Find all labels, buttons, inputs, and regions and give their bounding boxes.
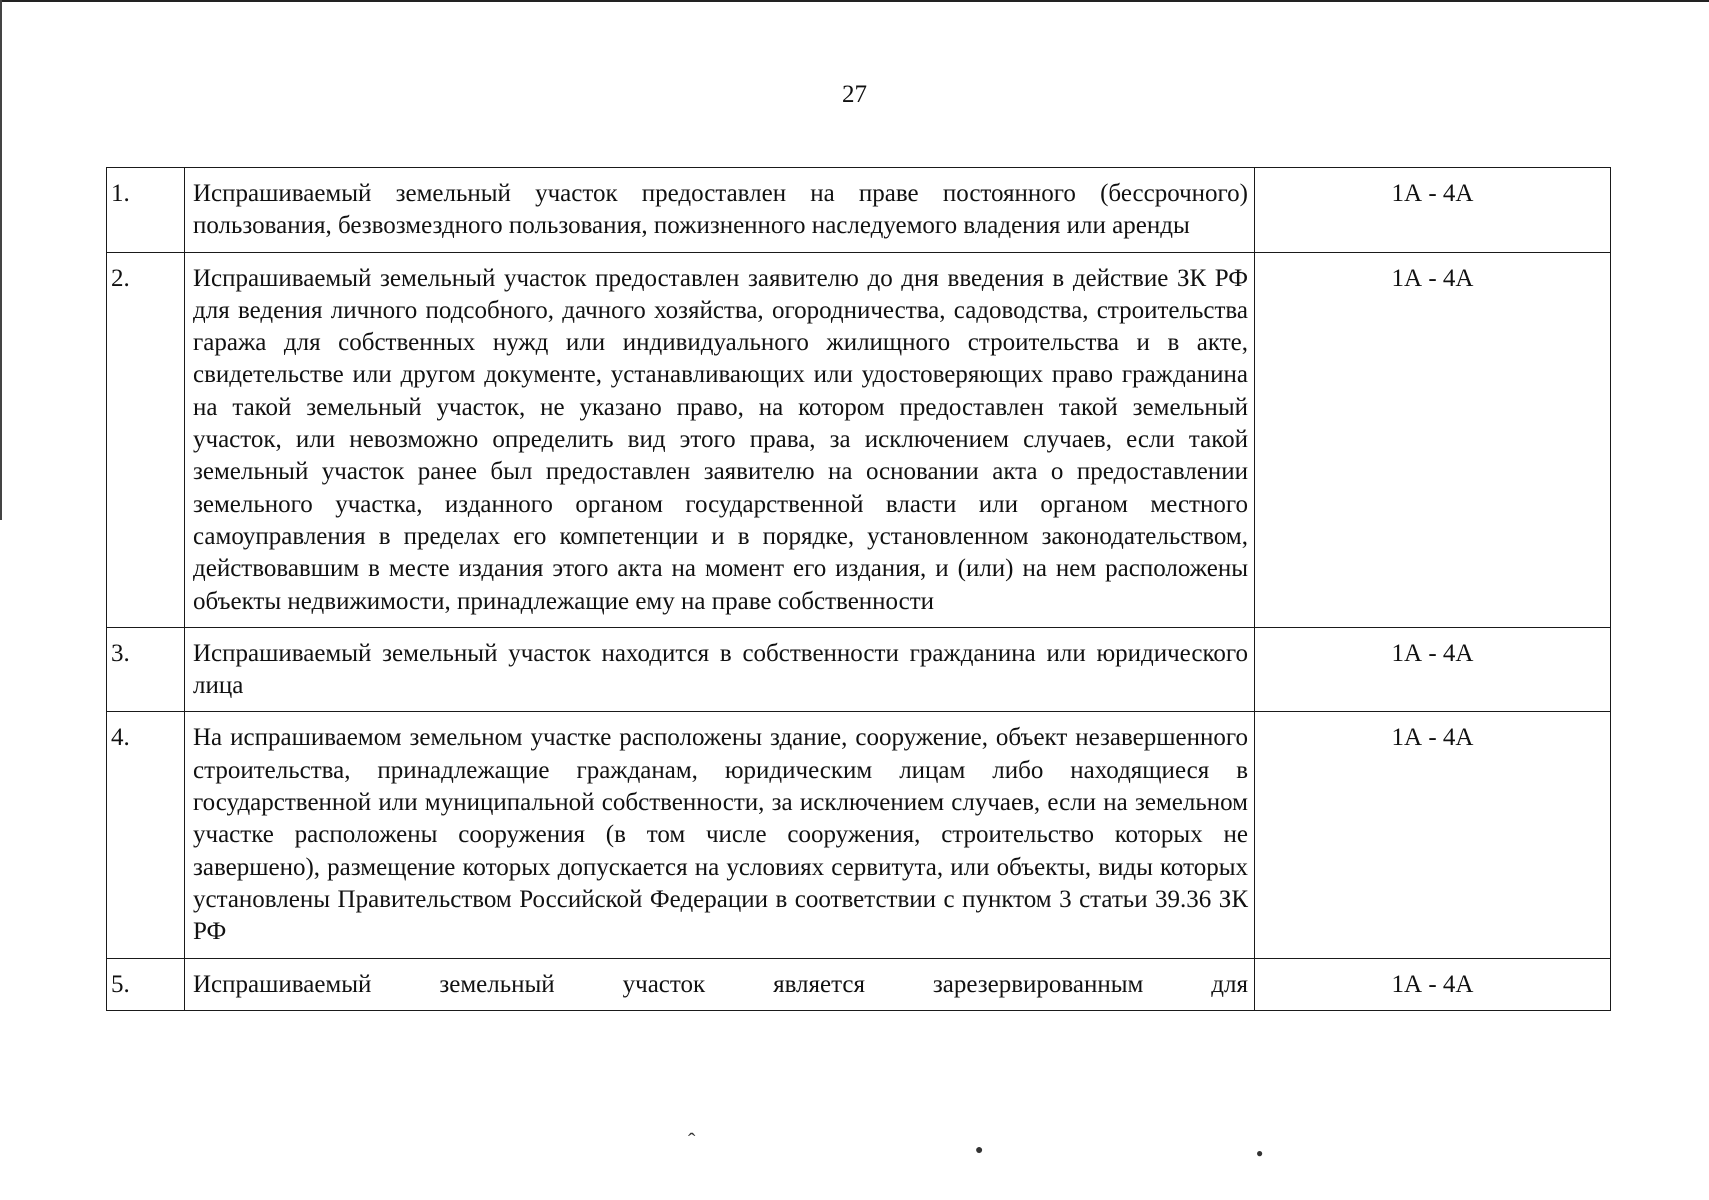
row-code: 1А - 4А [1255, 712, 1611, 958]
table-row [107, 712, 1611, 958]
page-number: 27 [842, 81, 867, 108]
row-number: 4. [107, 712, 185, 958]
row-code: 1А - 4А [1255, 168, 1611, 253]
row-condition-text: Испрашиваемый земельный участок находится в собственности гражданина или юридического лица [185, 627, 1255, 712]
scan-speck: ● [1256, 1146, 1264, 1160]
row-condition-text: Испрашиваемый земельный участок является зарезервированным для [185, 958, 1255, 1010]
table-row [107, 958, 1611, 1010]
row-code: 1А - 4А [1255, 252, 1611, 627]
row-number: 5. [107, 958, 185, 1010]
row-condition-text: Испрашиваемый земельный участок предоставлен заявителю до дня введения в действие ЗК РФ для ведения личного подсобного, дачного хозяйства, огородничества, садоводства, строительства гаража для собственных нужд или индивидуального жилищного строительства и в акте, свидетельстве или другом документе, устанавливающих или удостоверяющих право гражданина на такой земельный участок, не указано право, на котором предоставлен такой земельный участок, или невозможно определить вид этого права, за исключением случаев, если такой земельный участок ранее был предоставлен заявителю на основании акта о предоставлении земельного участка, изданного органом государственной власти или органом местного самоуправления в пределах его компетенции и в порядке, установленном законодательством, действовавшим в месте издания этого акта на момент его издания, и (или) на нем расположены объекты недвижимости, принадлежащие ему на праве собственности [185, 252, 1255, 627]
page-top-edge [0, 0, 1709, 2]
conditions-table [106, 167, 1611, 1011]
row-number: 2. [107, 252, 185, 627]
scan-speck: ● [975, 1143, 984, 1158]
row-number: 1. [107, 168, 185, 253]
row-number: 3. [107, 627, 185, 712]
table-row [107, 252, 1611, 627]
page-left-edge [0, 0, 2, 520]
row-code: 1А - 4А [1255, 958, 1611, 1010]
row-condition-text: На испрашиваемом земельном участке расположены здание, сооружение, объект незавершенного строительства, принадлежащие гражданам, юридическим лицам либо находящиеся в государственной или муниципальной собственности, за исключением случаев, если на земельном участке расположены сооружения (в том числе сооружения, строительство которых не завершено), размещение которых допускается на условиях сервитута, или объекты, виды которых установлены Правительством Российской Федерации в соответствии с пунктом 3 статьи 39.36 ЗК РФ [185, 712, 1255, 958]
scan-speck: ˆ [688, 1128, 696, 1153]
table-row [107, 168, 1611, 253]
row-code: 1А - 4А [1255, 627, 1611, 712]
row-condition-text: Испрашиваемый земельный участок предоставлен на праве постоянного (бессрочного) пользования, безвозмездного пользования, пожизненного наследуемого владения или аренды [185, 168, 1255, 253]
table-row [107, 627, 1611, 712]
